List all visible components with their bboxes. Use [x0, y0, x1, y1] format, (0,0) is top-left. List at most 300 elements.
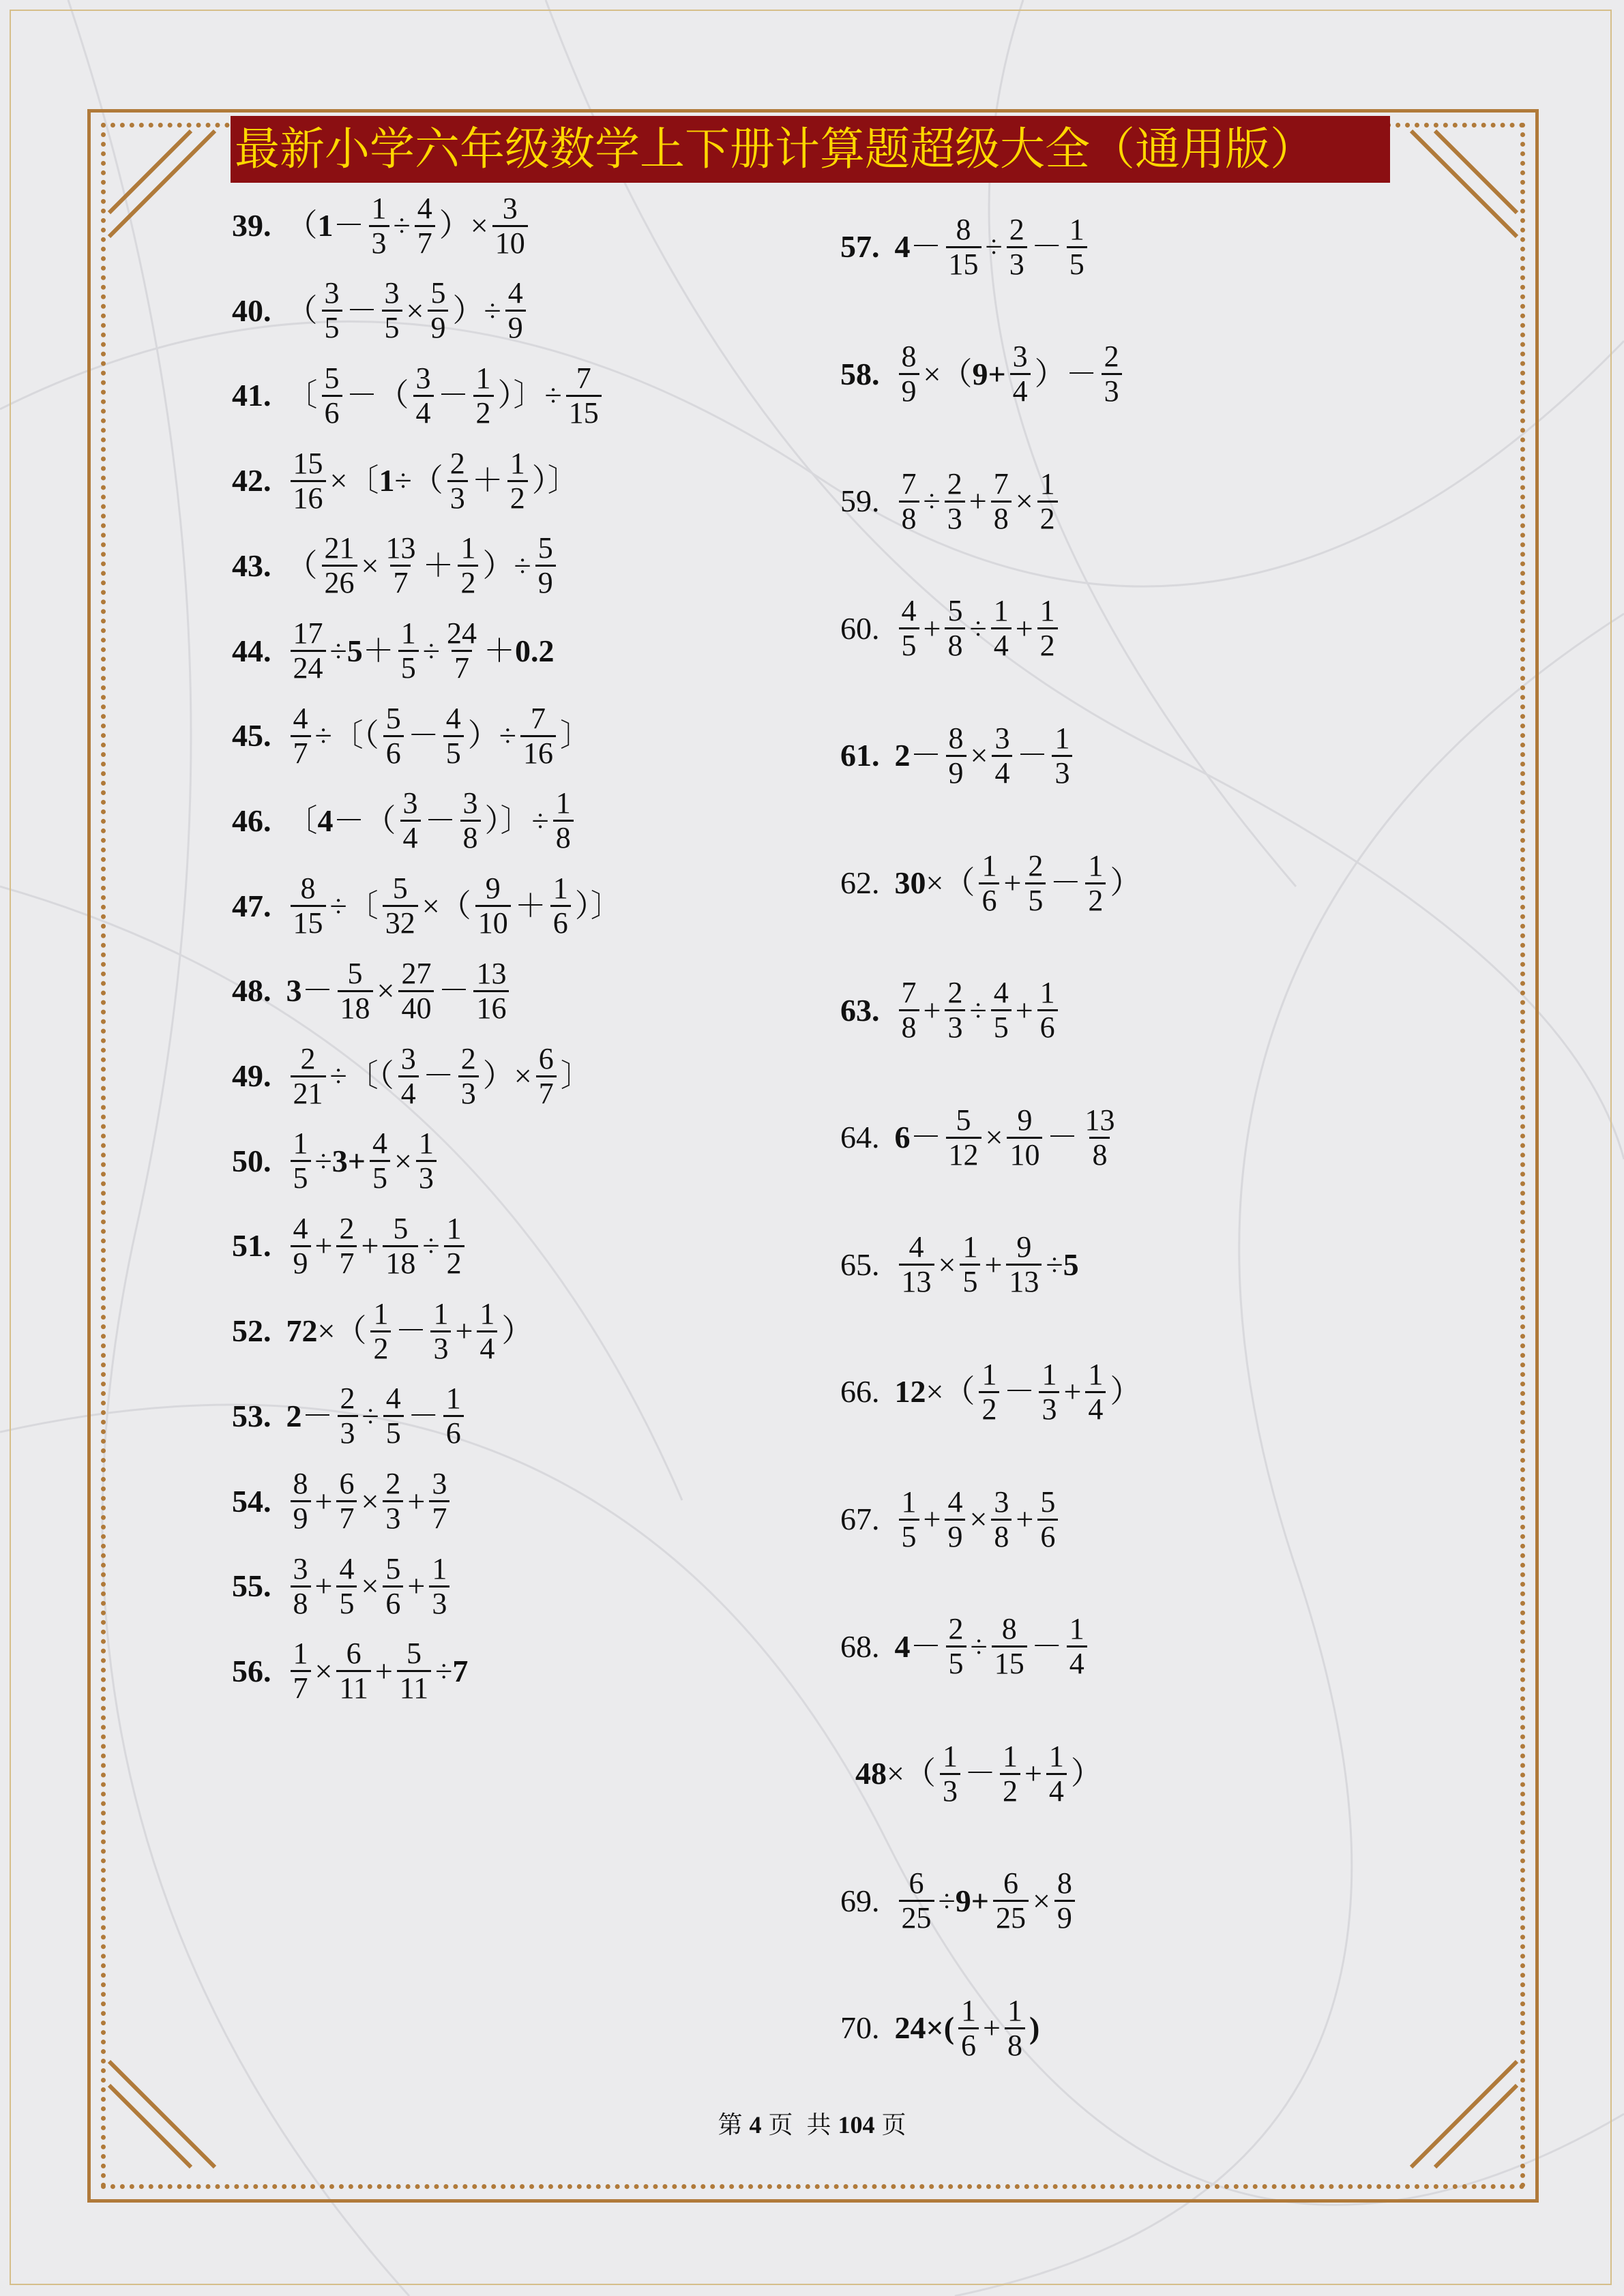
fraction — [1037, 595, 1058, 662]
problem-item — [840, 460, 1062, 542]
fraction-denominator: 6 — [1037, 1009, 1058, 1044]
page-footer — [0, 2106, 1624, 2141]
fraction-denominator: 5 — [1025, 882, 1046, 917]
fraction-numerator: 2 — [1028, 848, 1044, 882]
fraction-numerator: 8 — [956, 212, 971, 246]
problem-item — [840, 1733, 1102, 1815]
footer-page-word: 页 — [768, 2111, 793, 2138]
expression-text: 〔 — [286, 378, 318, 413]
fraction-denominator: 5 — [443, 735, 464, 770]
fraction-denominator: 8 — [553, 820, 574, 854]
expression-text: + — [923, 992, 941, 1028]
expression-text: × — [406, 293, 424, 328]
fraction — [899, 1867, 934, 1935]
expression-text: － — [301, 1398, 334, 1433]
fraction-numerator: 7 — [576, 361, 591, 395]
problem-item — [840, 1860, 1079, 1942]
problem-item — [232, 270, 530, 352]
fraction — [444, 1212, 464, 1280]
expression-text: 3+ — [331, 1143, 366, 1178]
fraction-denominator: 6 — [322, 395, 342, 430]
fraction-denominator: 5 — [382, 310, 402, 344]
expression-text: 24 — [894, 2010, 926, 2046]
problem-number: 47. — [232, 888, 271, 923]
fraction-denominator: 2 — [370, 1330, 391, 1365]
problem-item — [840, 1987, 1039, 2069]
fraction-denominator: 7 — [536, 1075, 557, 1110]
fraction-numerator: 7 — [531, 701, 546, 735]
expression-text: ）〕÷ — [497, 378, 562, 413]
fraction — [991, 468, 1012, 535]
fraction-denominator: 10 — [475, 905, 511, 940]
fraction-numerator: 1 — [961, 1993, 977, 2027]
expression-text: ÷ — [985, 229, 1003, 264]
fraction — [492, 192, 528, 260]
fraction — [1102, 340, 1122, 408]
fraction — [1006, 1231, 1042, 1298]
fraction-numerator: 2 — [300, 1041, 316, 1075]
problem-number: 69. — [840, 1883, 880, 1918]
problem-item — [840, 970, 1062, 1052]
fraction-denominator: 2 — [473, 395, 494, 430]
fraction-denominator: 6 — [958, 2027, 979, 2062]
fraction-denominator: 4 — [991, 627, 1012, 662]
problem-item — [840, 715, 1076, 796]
fraction — [291, 872, 326, 940]
expression-text: － — [301, 973, 334, 1009]
expression-text: × — [361, 1568, 379, 1604]
fraction-denominator: 7 — [415, 225, 435, 260]
fraction-numerator: 1 — [433, 1296, 449, 1330]
problem-expression — [895, 976, 1062, 1044]
fraction-denominator: 4 — [398, 1075, 419, 1110]
problem-expression — [286, 1043, 592, 1110]
expression-text: ÷〔（ — [329, 1058, 394, 1093]
fraction-numerator: 1 — [1054, 721, 1070, 755]
problem-number: 68. — [840, 1628, 880, 1664]
problem-item — [840, 842, 1141, 924]
fraction-denominator: 15 — [992, 1645, 1027, 1680]
fraction-numerator: 1 — [1069, 212, 1084, 246]
fraction-numerator: 1 — [373, 1296, 389, 1330]
fraction-denominator: 7 — [429, 1500, 449, 1535]
fraction-numerator: 8 — [293, 1467, 308, 1500]
expression-text: × — [361, 548, 379, 583]
problem-item — [232, 780, 578, 862]
fraction-numerator: 1 — [1039, 466, 1055, 501]
expression-text: － — [422, 1058, 454, 1093]
expression-text: 〕 — [560, 718, 591, 754]
fraction — [505, 277, 526, 344]
fraction-numerator: 4 — [909, 1230, 924, 1264]
fraction-denominator: 6 — [383, 735, 404, 770]
fraction-numerator: 1 — [1088, 848, 1104, 882]
expression-text: ）÷ — [467, 718, 516, 754]
fraction-numerator: 1 — [1088, 1357, 1104, 1391]
problem-number: 63. — [840, 992, 880, 1028]
expression-text: × — [938, 1247, 956, 1282]
fraction — [1054, 1867, 1075, 1935]
expression-text: × — [1015, 483, 1033, 519]
fraction — [1046, 1740, 1067, 1808]
fraction-denominator: 15 — [566, 395, 602, 430]
problem-expression — [286, 1382, 468, 1450]
fraction-numerator: 5 — [956, 1103, 971, 1137]
problem-expression — [895, 850, 1142, 917]
fraction-denominator: 3 — [940, 1773, 960, 1808]
fraction — [991, 976, 1012, 1044]
expression-text: ） — [1110, 865, 1142, 900]
fraction-numerator: 5 — [406, 1637, 422, 1671]
expression-text: + — [984, 1247, 1003, 1282]
fraction — [458, 1043, 479, 1110]
expression-text: － — [1031, 229, 1063, 264]
expression-text: + — [314, 1568, 333, 1604]
fraction — [1005, 1995, 1025, 2062]
fraction — [415, 192, 435, 260]
fraction-numerator: 7 — [901, 466, 917, 501]
fraction-denominator: 15 — [291, 905, 326, 940]
fraction — [322, 362, 342, 430]
fraction-denominator: 8 — [991, 1519, 1012, 1553]
fraction-numerator: 4 — [293, 701, 308, 735]
expression-text: － — [438, 973, 470, 1009]
expression-text: 9+ — [972, 356, 1006, 391]
expression-text: + — [1024, 1756, 1042, 1791]
fraction-denominator: 3 — [945, 501, 965, 535]
expression-text: × — [1032, 1883, 1050, 1918]
fraction-denominator: 3 — [369, 225, 389, 260]
expression-text: 4 — [894, 229, 911, 264]
expression-text: + — [407, 1483, 426, 1519]
expression-text: － — [407, 1398, 439, 1433]
fraction-numerator: 2 — [947, 466, 962, 501]
expression-text: ）× — [482, 1058, 532, 1093]
problem-item — [232, 865, 622, 947]
expression-text: + — [1063, 1374, 1082, 1410]
fraction-denominator: 15 — [946, 246, 981, 281]
fraction — [992, 1613, 1027, 1680]
problem-number: 62. — [840, 865, 880, 900]
expression-text: + — [1016, 1502, 1034, 1536]
fraction — [960, 1231, 980, 1298]
fraction-denominator: 2 — [979, 1391, 999, 1426]
expression-text: ）〕 — [531, 463, 579, 498]
fraction-numerator: 2 — [947, 976, 963, 1010]
fraction — [398, 617, 419, 685]
problem-item — [232, 1120, 441, 1202]
fraction — [383, 1553, 403, 1620]
expression-text: ÷ — [435, 1653, 453, 1688]
fraction — [336, 1212, 357, 1280]
expression-text: × — [985, 1120, 1003, 1155]
fraction-denominator: 5 — [336, 1585, 357, 1620]
problem-expression — [286, 957, 514, 1025]
fraction-denominator: 5 — [960, 1264, 980, 1298]
expression-text: ) — [1029, 2010, 1040, 2046]
fraction-numerator: 6 — [346, 1637, 361, 1671]
problem-number: 60. — [840, 610, 880, 646]
fraction-denominator: 5 — [398, 650, 419, 685]
fraction-numerator: 1 — [555, 786, 571, 820]
expression-text: ×（ — [926, 865, 975, 900]
problem-expression — [286, 447, 579, 515]
fraction-denominator: 7 — [452, 650, 472, 685]
fraction-numerator: 8 — [948, 721, 964, 755]
fraction-denominator: 9 — [946, 755, 966, 790]
expression-text: ÷ — [329, 633, 347, 668]
fraction — [291, 1467, 311, 1535]
expression-text: ÷ — [969, 610, 987, 646]
expression-text: ） — [1110, 1374, 1142, 1410]
fraction-numerator: 1 — [901, 1485, 917, 1519]
expression-text: ÷ — [923, 483, 941, 519]
fraction-numerator: 1 — [1007, 1993, 1022, 2027]
fraction-denominator: 9 — [505, 310, 526, 344]
fraction-numerator: 4 — [901, 594, 917, 628]
fraction-denominator: 5 — [383, 1415, 404, 1450]
fraction — [945, 1486, 965, 1553]
problem-expression — [895, 1995, 1040, 2062]
problem-expression — [286, 787, 578, 854]
fraction — [398, 1043, 419, 1110]
fraction-numerator: 3 — [324, 276, 340, 310]
fraction-denominator: 3 — [429, 1585, 449, 1620]
fraction — [535, 532, 556, 599]
fraction — [507, 447, 528, 515]
problem-number: 55. — [232, 1568, 271, 1604]
problem-number: 70. — [840, 2010, 880, 2046]
fraction-denominator: 6 — [1037, 1519, 1058, 1553]
footer-prefix: 第 — [718, 2111, 743, 2138]
fraction-denominator: 8 — [899, 1009, 919, 1044]
fraction-denominator: 5 — [899, 627, 919, 662]
expression-text: × — [314, 1653, 333, 1688]
fraction-numerator: 3 — [994, 1485, 1009, 1519]
problem-expression — [895, 468, 1062, 535]
fraction — [1085, 1358, 1106, 1426]
fraction-numerator: 1 — [418, 1127, 434, 1161]
fraction — [946, 213, 981, 281]
problem-number: 66. — [840, 1374, 880, 1410]
fraction — [443, 702, 464, 770]
fraction-denominator: 7 — [336, 1500, 357, 1535]
fraction-denominator: 18 — [383, 1245, 418, 1280]
problem-number: 49. — [232, 1058, 271, 1093]
expression-text: ×（ — [317, 1313, 367, 1349]
fraction-numerator: 3 — [415, 361, 431, 395]
fraction-numerator: 1 — [1039, 976, 1055, 1010]
fraction — [473, 957, 509, 1025]
fraction — [336, 1467, 357, 1535]
fraction — [1007, 1104, 1042, 1172]
fraction-denominator: 11 — [336, 1670, 370, 1705]
fraction — [946, 722, 966, 790]
fraction-numerator: 3 — [384, 276, 400, 310]
fraction-denominator: 9 — [535, 565, 556, 599]
problem-number: 67. — [840, 1502, 880, 1536]
problem-expression — [855, 1740, 1102, 1808]
fraction-numerator: 6 — [909, 1866, 924, 1900]
fraction-denominator: 5 — [370, 1160, 390, 1195]
fraction-numerator: 1 — [962, 1230, 978, 1264]
problem-number: 52. — [232, 1313, 271, 1349]
problem-number: 46. — [232, 803, 271, 838]
fraction — [550, 872, 571, 940]
fraction-denominator: 4 — [413, 395, 434, 430]
fraction-numerator: 3 — [462, 786, 478, 820]
fraction — [979, 1358, 999, 1426]
expression-text: ＋ — [471, 463, 503, 498]
fraction — [370, 1127, 390, 1195]
fraction-numerator: 5 — [324, 361, 340, 395]
fraction-denominator: 3 — [338, 1415, 358, 1450]
problem-expression — [895, 340, 1126, 408]
problem-item — [232, 1375, 468, 1457]
expression-text: 48 — [855, 1756, 887, 1791]
fraction-denominator: 16 — [473, 990, 509, 1025]
expression-text: － — [333, 208, 365, 243]
expression-text: 72 — [286, 1313, 318, 1349]
expression-text: + — [923, 1502, 941, 1536]
fraction-numerator: 4 — [417, 191, 432, 225]
fraction-numerator: 1 — [293, 1637, 308, 1671]
expression-text: － — [1003, 1374, 1035, 1410]
fraction-numerator: 3 — [400, 1041, 416, 1075]
fraction-denominator: 3 — [1039, 1391, 1059, 1426]
fraction-numerator: 5 — [947, 594, 963, 628]
expression-text: ＋ — [422, 548, 454, 583]
fraction-denominator: 2 — [1037, 627, 1058, 662]
fraction-denominator: 4 — [1046, 1773, 1067, 1808]
problem-item — [840, 1097, 1121, 1178]
problem-expression — [286, 1553, 454, 1620]
problem-number: 41. — [232, 378, 271, 413]
expression-text: × — [970, 738, 988, 773]
problem-item — [840, 1351, 1141, 1433]
fraction — [338, 957, 373, 1025]
expression-text: 1 — [379, 463, 395, 498]
fraction-numerator: 4 — [385, 1382, 401, 1416]
problem-expression — [286, 617, 555, 685]
fraction-denominator: 6 — [443, 1415, 464, 1450]
page-title: 最新小学六年级数学上下册计算题超级大全（通用版） — [231, 116, 1390, 183]
fraction — [946, 1613, 966, 1680]
expression-text: 9+ — [955, 1883, 989, 1918]
fraction-denominator: 3 — [1052, 755, 1072, 790]
problem-expression — [895, 1104, 1122, 1172]
fraction-denominator: 9 — [291, 1245, 311, 1280]
expression-text: － — [437, 378, 469, 413]
fraction — [336, 1553, 357, 1620]
fraction-numerator: 1 — [446, 1211, 462, 1245]
fraction — [291, 447, 326, 515]
fraction — [958, 1995, 979, 2062]
fraction — [322, 532, 357, 599]
expression-text: 12 — [894, 1374, 926, 1410]
fraction-denominator: 4 — [1085, 1391, 1106, 1426]
fraction-numerator: 5 — [537, 531, 553, 565]
fraction-numerator: 7 — [993, 466, 1009, 501]
fraction — [383, 1212, 418, 1280]
problem-number: 53. — [232, 1398, 271, 1433]
problem-expression — [895, 722, 1077, 790]
fraction-numerator: 1 — [552, 871, 568, 906]
fraction-denominator: 2 — [444, 1245, 464, 1280]
fraction — [473, 362, 494, 430]
expression-text: ）〕÷ — [484, 803, 549, 838]
fraction-numerator: 8 — [1057, 1866, 1072, 1900]
fraction-numerator: 8 — [901, 340, 917, 374]
fraction-denominator: 3 — [447, 480, 468, 515]
fraction-denominator: 5 — [1067, 246, 1087, 281]
fraction-numerator: 13 — [385, 531, 416, 565]
fraction — [382, 277, 402, 344]
fraction — [477, 1298, 497, 1365]
fraction — [383, 702, 404, 770]
fraction — [991, 595, 1012, 662]
expression-text: ÷ — [393, 208, 411, 243]
fraction-numerator: 3 — [402, 786, 418, 820]
fraction — [1037, 1486, 1058, 1553]
fraction-numerator: 3 — [293, 1551, 308, 1585]
problem-number: 64. — [840, 1120, 880, 1155]
expression-text: + — [407, 1568, 426, 1604]
expression-text: ÷〔 — [329, 888, 379, 923]
fraction — [1052, 722, 1072, 790]
expression-text: － — [1050, 865, 1082, 900]
fraction-denominator: 26 — [322, 565, 357, 599]
fraction — [1007, 213, 1027, 281]
problem-item — [232, 185, 532, 267]
problem-expression — [895, 213, 1091, 281]
problem-number: 58. — [840, 356, 880, 391]
problem-expression — [895, 1613, 1091, 1680]
expression-text: 1 — [317, 208, 334, 243]
fraction — [400, 787, 421, 854]
fraction-numerator: 1 — [293, 1127, 308, 1161]
problem-expression — [286, 362, 606, 430]
fraction-numerator: 4 — [445, 701, 461, 735]
fraction — [899, 468, 919, 535]
fraction-denominator: 9 — [428, 310, 448, 344]
expression-text: ×( — [926, 2010, 955, 2046]
expression-text: + — [314, 1483, 333, 1519]
fraction-numerator: 1 — [942, 1739, 958, 1773]
fraction-numerator: 1 — [1048, 1739, 1064, 1773]
expression-text: 5 — [1063, 1247, 1079, 1282]
fraction — [899, 595, 919, 662]
fraction — [1082, 1104, 1117, 1172]
fraction-denominator: 6 — [979, 882, 999, 917]
expression-text: + — [1015, 992, 1033, 1028]
fraction — [1010, 340, 1031, 408]
fraction-numerator: 13 — [1084, 1103, 1115, 1137]
fraction-numerator: 4 — [947, 1485, 963, 1519]
expression-text: × — [377, 973, 395, 1009]
expression-text: ×（ — [923, 356, 973, 391]
fraction-numerator: 1 — [981, 1357, 997, 1391]
fraction-denominator: 4 — [1067, 1645, 1087, 1680]
fraction — [458, 532, 478, 599]
expression-text: － — [910, 738, 942, 773]
fraction-denominator: 8 — [1089, 1137, 1110, 1172]
expression-text: ÷〔（ — [314, 718, 379, 754]
fraction-denominator: 24 — [291, 650, 326, 685]
problem-number: 40. — [232, 293, 271, 328]
fraction — [946, 1104, 981, 1172]
fraction — [945, 976, 965, 1044]
